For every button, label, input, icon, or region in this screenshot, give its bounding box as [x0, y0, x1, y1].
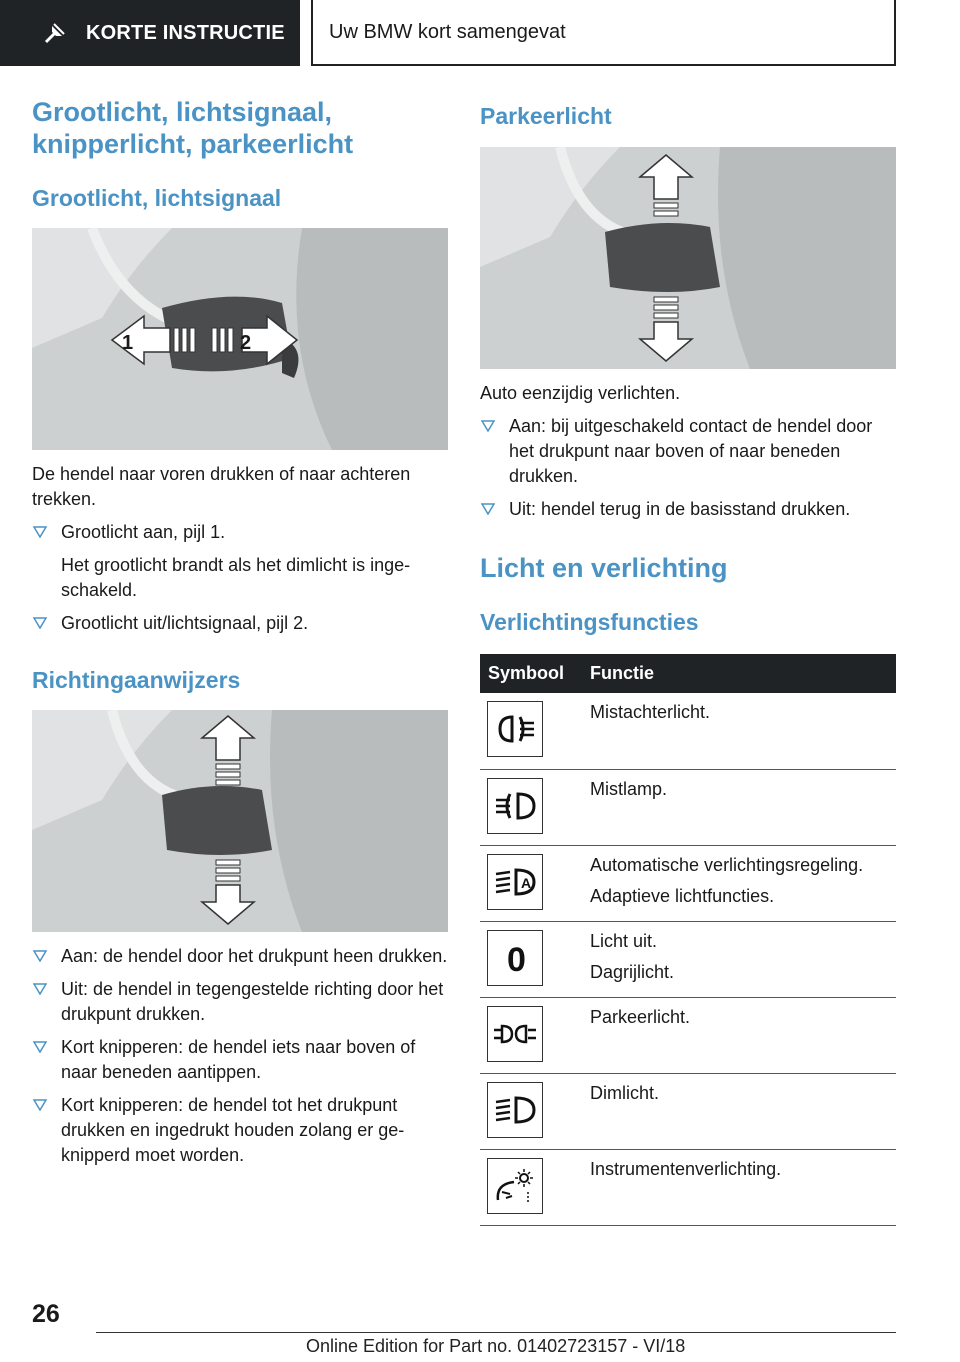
parking-light-intro: Auto eenzijdig verlichten.: [480, 383, 681, 403]
triangle-bullet-icon: [33, 526, 47, 538]
edition-footer: Online Edition for Part no. 01402723157 - VI/18: [306, 1336, 686, 1356]
parking-light-illustration: [480, 147, 896, 369]
table-row: Instrumentenverlichting.: [480, 1149, 896, 1225]
arrow-label-2: 2: [240, 332, 252, 354]
triangle-bullet-icon: [481, 503, 495, 515]
parking-light-icon: [492, 1014, 538, 1054]
instrument-lighting-icon: [492, 1166, 538, 1206]
turn-signal-illustration: [32, 710, 448, 932]
list-item: Kort knipperen: de hendel tot het drukpunt drukken en ingedrukt houden zolang er geknipperd moet worden.: [32, 1093, 448, 1168]
parking-light-list: [480, 414, 896, 522]
section-tab[interactable]: [0, 0, 300, 66]
triangle-bullet-icon: [33, 617, 47, 629]
parking-light-heading: Parkeerlicht: [480, 103, 612, 129]
table-row: Mistachterlicht.: [480, 693, 896, 769]
section-tab-label: KORTE INSTRUCTIE: [86, 21, 285, 44]
right-column: [480, 102, 896, 1226]
lights-off-icon: [492, 938, 538, 978]
triangle-bullet-icon: [33, 1099, 47, 1111]
list-item: Grootlicht aan, pijl 1. Het grootlicht brandt als het dimlicht is ingeschakeld.: [32, 520, 448, 603]
lighting-functions-heading: Verlichtingsfuncties: [480, 609, 699, 635]
list-item: Uit: de hendel in tegengestelde richting door het drukpunt drukken.: [32, 977, 448, 1027]
arrow-label-1: 1: [122, 332, 134, 354]
column-header-function: Functie: [580, 654, 896, 693]
quick-reference-icon: [40, 18, 70, 48]
auto-headlight-icon: [492, 862, 538, 902]
high-beam-illustration: [32, 228, 448, 450]
list-item: Aan: bij uitgeschakeld contact de hendel door het drukpunt naar boven of naar beneden drukken.: [480, 414, 896, 489]
page-number: 26: [32, 1300, 60, 1328]
high-beam-intro: De hendel naar voren drukken of naar achteren trekken.: [32, 464, 411, 509]
rear-fog-light-icon: [492, 709, 538, 749]
table-row: Mistlamp.: [480, 769, 896, 845]
list-item: Grootlicht uit/lichtsignaal, pijl 2.: [32, 611, 448, 636]
table-row: 0 Licht uit. Dagrijlicht.: [480, 921, 896, 997]
svg-text:0: 0: [507, 940, 526, 978]
fog-lamp-icon: [492, 786, 538, 826]
triangle-bullet-icon: [33, 1041, 47, 1053]
list-item: Aan: de hendel door het drukpunt heen drukken.: [32, 944, 448, 969]
page-title: Grootlicht, lichtsignaal, knipperlicht, parkeerlicht: [32, 97, 354, 159]
triangle-bullet-icon: [33, 950, 47, 962]
high-beam-list: [32, 520, 448, 636]
svg-text:A: A: [521, 874, 532, 891]
turn-signal-list: [32, 944, 448, 1168]
lights-title: Licht en verlichting: [480, 553, 728, 583]
footer-divider: [96, 1332, 896, 1333]
triangle-bullet-icon: [481, 420, 495, 432]
list-item: Uit: hendel terug in de basisstand drukken.: [480, 497, 896, 522]
high-beam-heading: Grootlicht, lichtsignaal: [32, 185, 282, 211]
low-beam-icon: [492, 1090, 538, 1130]
lighting-functions-table: [480, 654, 896, 1226]
list-item: Kort knipperen: de hendel iets naar boven of naar beneden aantippen.: [32, 1035, 448, 1085]
left-column: [32, 96, 448, 1176]
column-header-symbol: Symbool: [480, 654, 580, 693]
triangle-bullet-icon: [33, 983, 47, 995]
chapter-title: Uw BMW kort samengevat: [311, 0, 896, 66]
table-row: Dimlicht.: [480, 1073, 896, 1149]
table-row: A Automatische verlichtingsregeling. Adaptieve lichtfuncties.: [480, 845, 896, 921]
table-row: Parkeerlicht.: [480, 997, 896, 1073]
turn-signals-heading: Richtingaanwijzers: [32, 667, 241, 693]
